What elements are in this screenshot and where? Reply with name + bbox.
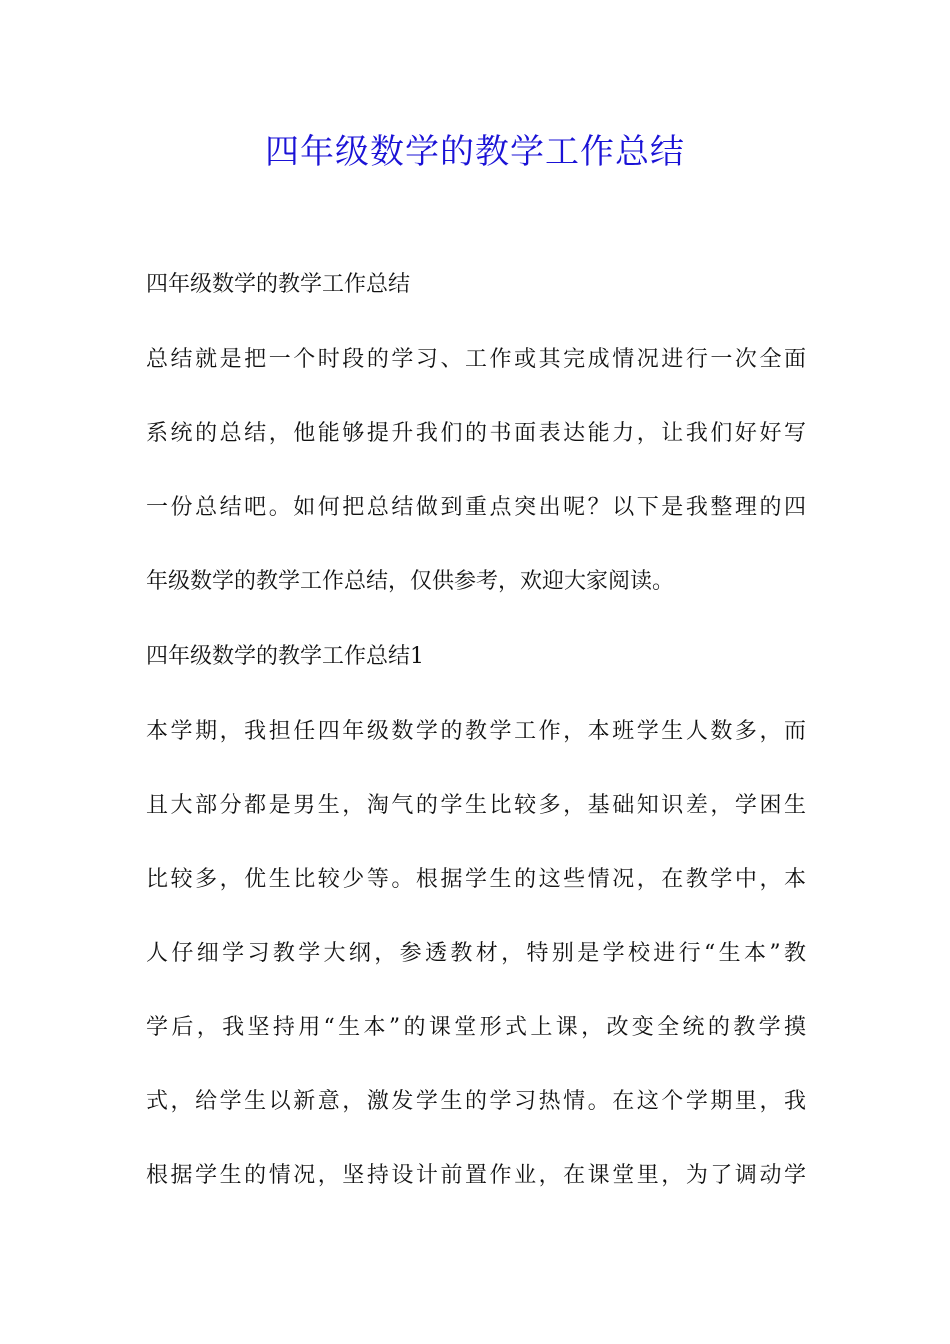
paragraph-line: 总结就是把一个时段的学习、工作或其完成情况进行一次全面 xyxy=(146,347,806,372)
paragraph-line: 系统的总结，他能够提升我们的书面表达能力，让我们好好写 xyxy=(146,421,806,446)
paragraph-line: 根据学生的情况，坚持设计前置作业，在课堂里，为了调动学 xyxy=(146,1163,806,1188)
paragraph-line: 年级数学的教学工作总结，仅供参考，欢迎大家阅读。 xyxy=(146,569,675,594)
paragraph-line: 式，给学生以新意，激发学生的学习热情。在这个学期里，我 xyxy=(146,1089,806,1114)
section-heading: 四年级数学的教学工作总结 xyxy=(146,272,411,297)
section-heading: 四年级数学的教学工作总结1 xyxy=(146,644,424,669)
paragraph-line: 且大部分都是男生，淘气的学生比较多，基础知识差，学困生 xyxy=(146,793,806,818)
paragraph-line: 一份总结吧。如何把总结做到重点突出呢？以下是我整理的四 xyxy=(146,495,806,520)
paragraph-line: 人仔细学习教学大纲，参透教材，特别是学校进行“生本”教 xyxy=(146,941,806,966)
document-title: 四年级数学的教学工作总结 xyxy=(265,132,685,172)
paragraph-line: 比较多，优生比较少等。根据学生的这些情况，在教学中，本 xyxy=(146,867,806,892)
paragraph-line: 本学期，我担任四年级数学的教学工作，本班学生人数多，而 xyxy=(146,719,806,744)
document-body xyxy=(146,266,806,1194)
paragraph-line: 学后，我坚持用“生本”的课堂形式上课，改变全统的教学摸 xyxy=(146,1015,806,1040)
